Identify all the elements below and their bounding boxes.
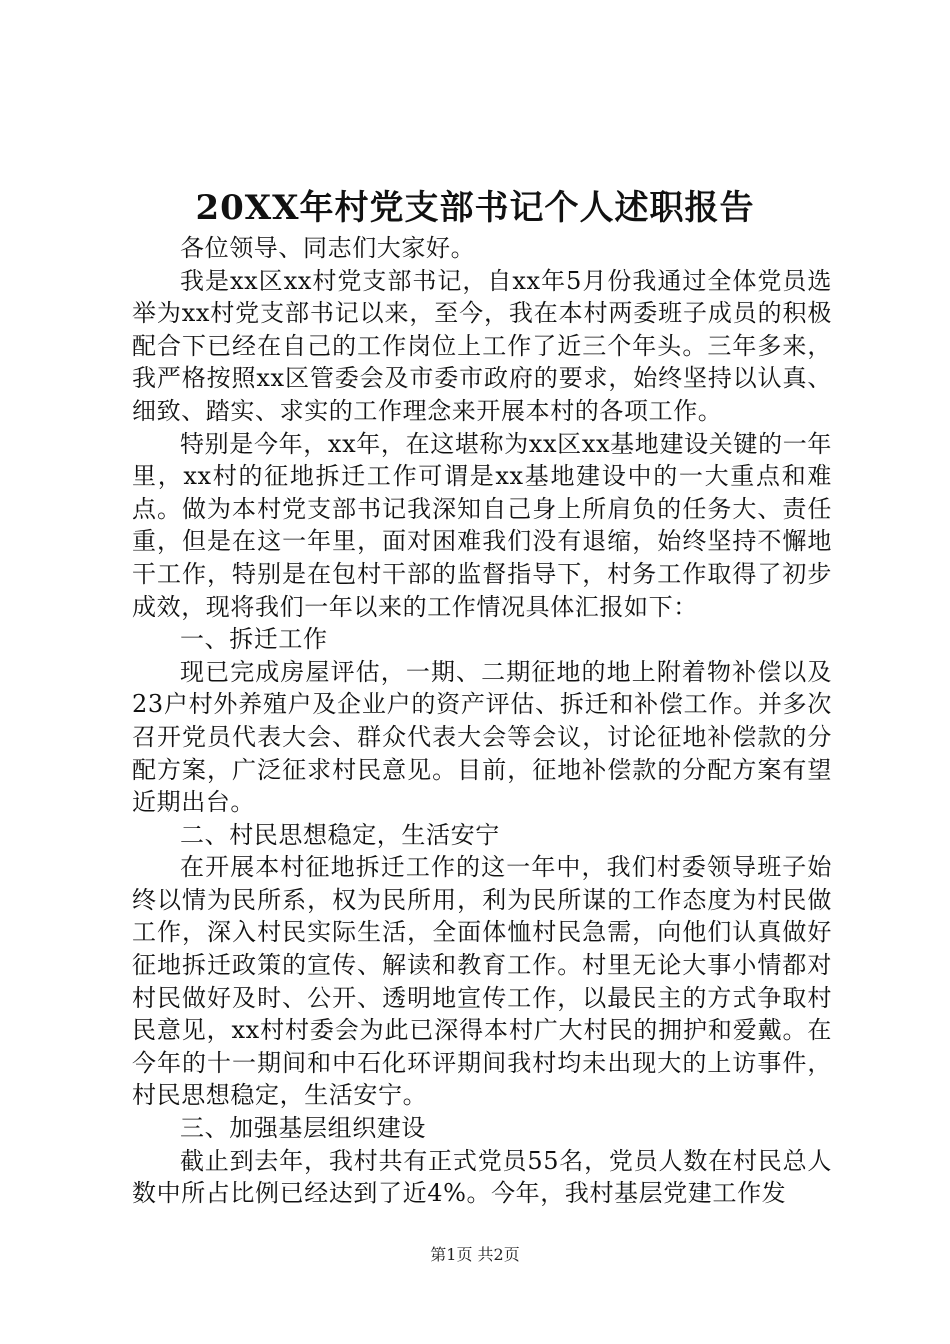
greeting-paragraph: 各位领导、同志们大家好。 bbox=[180, 234, 476, 262]
page-number-footer: 第1页 共2页 bbox=[430, 1245, 520, 1264]
document-body bbox=[132, 232, 832, 1210]
section-heading-demolition: 一、拆迁工作 bbox=[180, 625, 328, 654]
overview-paragraph: 特别是今年，xx年，在这堪称为xx区xx基地建设关键的一年里，xx村的征地拆迁工作可谓是xx基地建设中的一大重点和难点。做为本村党支部书记我深知自己身上所肩负的任务大、责任重，但是在这一年里，面对困难我们没有退缩，始终坚持不懈地干工作，特别是在包村干部的监督指导下，村务工作取得了初步成效，现将我们一年以来的工作情况具体汇报如下： bbox=[132, 429, 832, 621]
intro-paragraph: 我是xx区xx村党支部书记，自xx年5月份我通过全体党员选举为xx村党支部书记以来，至今，我在本村两委班子成员的积极配合下已经在自己的工作岗位上工作了近三个年头。三年多来，我严格按照xx区管委会及市委市政府的要求，始终坚持以认真、细致、踏实、求实的工作理念来开展本村的各项工作。 bbox=[132, 266, 832, 425]
organization-paragraph: 截止到去年，我村共有正式党员55名，党员人数在村民总人数中所占比例已经达到了近4%。今年，我村基层党建工作发 bbox=[132, 1146, 832, 1208]
document-title: 20XX年村党支部书记个人述职报告 bbox=[195, 188, 755, 228]
section-heading-organization: 三、加强基层组织建设 bbox=[180, 1114, 426, 1143]
demolition-paragraph: 现已完成房屋评估，一期、二期征地的地上附着物补偿以及23户村外养殖户及企业户的资产评估、拆迁和补偿工作。并多次召开党员代表大会、群众代表大会等会议，讨论征地补偿款的分配方案，广泛征求村民意见。目前，征地补偿款的分配方案有望近期出台。 bbox=[132, 657, 832, 817]
villagers-paragraph: 在开展本村征地拆迁工作的这一年中，我们村委领导班子始终以情为民所系，权为民所用，利为民所谋的工作态度为村民做工作，深入村民实际生活，全面体恤村民急需，向他们认真做好征地拆迁政策的宣传、解读和教育工作。村里无论大事小情都对村民做好及时、公开、透明地宣传工作，以最民主的方式争取村民意见，xx村村委会为此已深得本村广大村民的拥护和爱戴。在今年的十一期间和中石化环评期间我村均未出现大的上访事件，村民思想稳定，生活安宁。 bbox=[132, 853, 832, 1110]
section-heading-villagers: 二、村民思想稳定，生活安宁 bbox=[180, 820, 500, 849]
